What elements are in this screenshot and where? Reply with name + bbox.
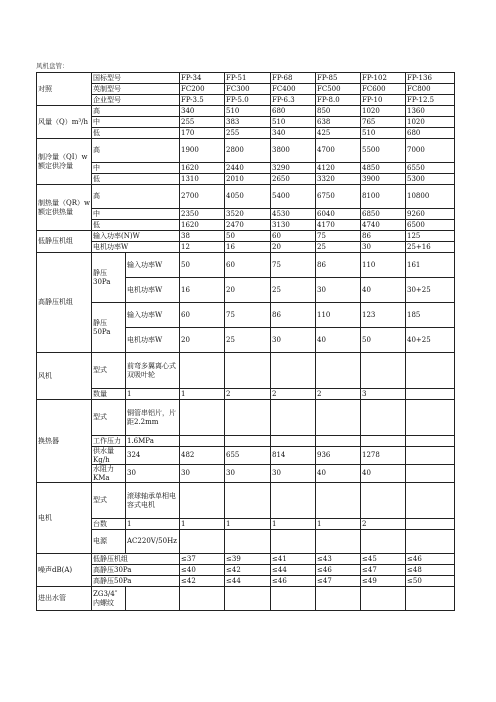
table-cell: ≤39 [225,554,271,565]
row-group-label: 风量（Q）m³/h [37,106,92,139]
table-cell: 30 [271,328,316,353]
table-cell: 5300 [406,174,455,185]
table-cell [406,483,455,519]
table-cell: FP-102 [361,73,406,84]
table-cell [316,483,361,519]
table-cell: 3520 [225,209,271,220]
table-cell: 1 [126,389,180,400]
table-cell: FP-8.0 [316,95,361,106]
table-cell [180,436,225,447]
row-label: 高 [92,106,180,117]
row-group-label: 噪声dB(A) [37,554,92,587]
table-cell: 6750 [316,185,361,209]
row-label: 输入功率W [126,303,180,328]
table-cell [271,587,316,611]
table-row [37,253,455,278]
table-cell: 25+16 [406,242,455,253]
table-cell: FP-51 [225,73,271,84]
table-cell [180,530,225,554]
table-cell: 10800 [406,185,455,209]
table-cell [225,400,271,436]
row-group-label: 对照 [37,73,92,106]
row-label: 型式 [92,483,126,519]
table-cell: 2470 [225,220,271,231]
table-cell: 滚球轴承单相电容式电机 [126,483,180,519]
table-row [37,95,455,106]
table-cell [406,447,455,465]
table-cell: FP-85 [316,73,361,84]
row-label: 电机功率W [92,242,180,253]
table-cell: 4700 [316,139,361,163]
table-cell: 12 [180,242,225,253]
table-cell: ≤49 [361,576,406,587]
table-cell: ≤46 [271,576,316,587]
row-group-label: 制热量（QR）w额定供热量 [37,185,92,231]
table-cell [180,483,225,519]
table-cell: FC400 [271,84,316,95]
table-cell: 30 [361,242,406,253]
table-cell: 4740 [361,220,406,231]
table-row [37,163,455,174]
row-label: 供水量Kg/h [92,447,126,465]
table-cell: 3320 [316,174,361,185]
table-row [37,139,455,163]
table-cell [316,400,361,436]
table-cell: 510 [361,128,406,139]
table-row [37,530,455,554]
table-cell: 6040 [316,209,361,220]
table-cell: 680 [406,128,455,139]
row-label: 高静压50Pa [92,576,180,587]
table-cell: 6550 [406,163,455,174]
table-cell: 2700 [180,185,225,209]
table-row [37,231,455,242]
table-cell: ≤40 [180,565,225,576]
table-cell: FC200 [180,84,225,95]
table-cell: 30 [180,465,225,483]
row-label: 型式 [92,400,126,436]
table-cell [271,400,316,436]
table-cell: 30 [316,278,361,303]
table-row [37,554,455,565]
table-cell: 3130 [271,220,316,231]
table-cell: 1310 [180,174,225,185]
table-cell: 2 [361,519,406,530]
table-cell: 50 [361,328,406,353]
row-label: 工作压力 [92,436,126,447]
table-cell [225,530,271,554]
row-label: 型式 [92,353,126,389]
row-label: 中 [92,163,180,174]
table-cell: 1020 [406,117,455,128]
table-cell: 6850 [361,209,406,220]
table-cell: 60 [225,253,271,278]
table-cell: 125 [406,231,455,242]
table-row [37,209,455,220]
table-cell: FC600 [361,84,406,95]
table-cell: FC300 [225,84,271,95]
table-cell: 185 [406,303,455,328]
table-cell: 25 [271,278,316,303]
table-cell: 638 [316,117,361,128]
table-cell: 255 [225,128,271,139]
table-cell: 850 [316,106,361,117]
table-row [37,400,455,436]
table-row [37,447,455,465]
table-cell: 324 [126,447,180,465]
table-cell: 7000 [406,139,455,163]
table-cell: ≤47 [361,565,406,576]
table-cell: 510 [225,106,271,117]
table-cell [406,519,455,530]
table-cell: 30 [225,465,271,483]
table-cell: FP-136 [406,73,455,84]
table-row [37,84,455,95]
row-group-label: 风机 [37,353,92,400]
row-group-label: 电机 [37,483,92,554]
table-cell: 86 [361,231,406,242]
row-label: 数量 [92,389,126,400]
row-label: 中 [92,209,180,220]
table-cell: 2440 [225,163,271,174]
table-cell: 655 [225,447,271,465]
table-cell: FP-34 [180,73,225,84]
table-cell: 170 [180,128,225,139]
table-cell: FC500 [316,84,361,95]
table-row [37,106,455,117]
table-cell: 25 [225,328,271,353]
row-group-label: 进出水管 [37,587,92,611]
table-cell: FP-68 [271,73,316,84]
table-cell: 8100 [361,185,406,209]
table-cell [361,587,406,611]
table-cell: 1020 [361,106,406,117]
table-cell: 161 [406,253,455,278]
table-cell: 4530 [271,209,316,220]
table-cell: AC220V/50Hz [126,530,180,554]
table-cell: FP-10 [361,95,406,106]
table-cell: ZG3/4″内螺纹 [92,587,126,611]
row-group-label: 低静压机组 [37,231,92,253]
table-cell: ≤43 [316,554,361,565]
table-cell: FP-5.0 [225,95,271,106]
table-cell [225,483,271,519]
table-cell: 482 [180,447,225,465]
row-label: 低静压机组 [92,554,180,565]
table-row [37,519,455,530]
row-label: 高静压30Pa [92,565,180,576]
table-cell: 110 [361,253,406,278]
table-cell: 60 [271,231,316,242]
table-cell: 4850 [361,163,406,174]
table-cell: 2 [271,389,316,400]
table-cell [406,353,455,389]
table-cell: 1 [271,519,316,530]
table-cell: 1620 [180,163,225,174]
table-row [37,242,455,253]
table-cell: 5400 [271,185,316,209]
row-label: 中 [92,117,180,128]
table-cell [316,353,361,389]
table-cell [180,353,225,389]
table-cell: 40 [316,328,361,353]
table-cell: 25 [316,242,361,253]
row-label: 电机功率W [126,328,180,353]
table-cell: 1 [126,519,180,530]
table-cell: 2650 [271,174,316,185]
table-cell: 2 [225,389,271,400]
table-cell: 75 [316,231,361,242]
table-cell: ≤41 [271,554,316,565]
table-cell: 40 [361,465,406,483]
table-cell: 30+25 [406,278,455,303]
table-row [37,576,455,587]
row-label: 输入功率(N)W [92,231,180,242]
table-cell: 75 [225,303,271,328]
table-cell: FP-3.5 [180,95,225,106]
table-cell: 3900 [361,174,406,185]
table-cell: 3800 [271,139,316,163]
table-cell [406,587,455,611]
table-cell: ≤50 [406,576,455,587]
table-cell: 20 [225,278,271,303]
row-label: 水阻力KMa [92,465,126,483]
table-cell: 4120 [316,163,361,174]
row-label: 电机功率W [126,278,180,303]
table-cell: 50 [225,231,271,242]
table-cell: 16 [225,242,271,253]
table-cell: 383 [225,117,271,128]
fan-coil-spec-table [36,72,455,611]
table-cell [406,389,455,400]
table-cell: 20 [271,242,316,253]
table-cell: 20 [180,328,225,353]
table-cell [406,465,455,483]
row-label: 电源 [92,530,126,554]
table-cell: 765 [361,117,406,128]
table-cell [271,483,316,519]
table-cell [225,587,271,611]
table-cell: ≤45 [361,554,406,565]
table-cell: 16 [180,278,225,303]
table-cell [271,436,316,447]
table-cell: 前弯多翼离心式双吸叶轮 [126,353,180,389]
table-cell [316,530,361,554]
table-row [37,185,455,209]
table-cell: ≤48 [406,565,455,576]
table-row [37,174,455,185]
table-cell: FP-6.3 [271,95,316,106]
row-label: 低 [92,128,180,139]
table-cell: 4170 [316,220,361,231]
table-cell: 1900 [180,139,225,163]
row-group-label: 换热器 [37,400,92,483]
table-cell: 30 [271,465,316,483]
table-cell: 1360 [406,106,455,117]
table-cell: 3290 [271,163,316,174]
row-subgroup-label: 静压50Pa [92,303,126,353]
row-label: 高 [92,185,180,209]
table-cell: ≤46 [316,565,361,576]
table-row [37,465,455,483]
table-cell [225,436,271,447]
table-cell: 40 [361,278,406,303]
table-cell: 1 [316,519,361,530]
table-cell: 4050 [225,185,271,209]
table-cell: 6500 [406,220,455,231]
table-cell [316,436,361,447]
table-cell: 255 [180,117,225,128]
table-cell: 1 [180,389,225,400]
table-cell: 1278 [361,447,406,465]
table-cell: 510 [271,117,316,128]
table-cell: ≤44 [271,565,316,576]
table-cell: ≤47 [316,576,361,587]
table-caption: 风机盘管： [36,62,69,70]
table-cell: 50 [180,253,225,278]
table-cell [406,436,455,447]
table-row [37,353,455,389]
table-cell: 2 [316,389,361,400]
table-cell: 60 [180,303,225,328]
table-cell [406,400,455,436]
table-row [37,565,455,576]
table-row [37,303,455,328]
table-cell: 38 [180,231,225,242]
table-cell [180,587,225,611]
row-label: 英制型号 [92,84,180,95]
table-cell [406,530,455,554]
table-cell: 75 [271,253,316,278]
table-cell: ≤42 [180,576,225,587]
table-cell [361,436,406,447]
table-cell: 1.6MPa [126,436,180,447]
table-row [37,220,455,231]
row-group-label: 制冷量（QI）w额定供冷量 [37,139,92,185]
row-label: 企业型号 [92,95,180,106]
row-label: 国标型号 [92,73,180,84]
table-cell [271,530,316,554]
table-cell: ≤46 [406,554,455,565]
table-cell: 2350 [180,209,225,220]
table-cell: 30 [126,465,180,483]
table-cell: FC800 [406,84,455,95]
table-cell: 936 [316,447,361,465]
table-cell: 9260 [406,209,455,220]
table-cell: 1620 [180,220,225,231]
table-row [37,117,455,128]
table-cell: 340 [180,106,225,117]
row-subgroup-label: 静压30Pa [92,253,126,303]
row-label: 输入功率W [126,253,180,278]
table-cell [361,530,406,554]
table-row [37,73,455,84]
table-row [37,483,455,519]
table-cell [225,353,271,389]
table-cell [316,587,361,611]
table-cell: 1 [180,519,225,530]
table-row [37,436,455,447]
table-cell: 814 [271,447,316,465]
table-cell: ≤37 [180,554,225,565]
table-cell: FP-12.5 [406,95,455,106]
row-group-label: 高静压机组 [37,253,92,353]
table-cell: 110 [316,303,361,328]
table-row [37,389,455,400]
table-cell: 40 [316,465,361,483]
table-cell: ≤42 [225,565,271,576]
table-cell [126,587,180,611]
table-cell [361,483,406,519]
table-cell: 2010 [225,174,271,185]
row-label: 台数 [92,519,126,530]
table-cell [361,353,406,389]
table-cell: 680 [271,106,316,117]
table-cell [361,400,406,436]
table-cell: 2800 [225,139,271,163]
row-label: 高 [92,139,180,163]
table-cell: 123 [361,303,406,328]
table-row [37,587,455,611]
table-row [37,128,455,139]
table-cell: 86 [316,253,361,278]
table-cell: 5500 [361,139,406,163]
table-cell: 340 [271,128,316,139]
table-cell: 425 [316,128,361,139]
table-cell [271,353,316,389]
table-cell: ≤44 [225,576,271,587]
table-cell: 40+25 [406,328,455,353]
table-cell: 1 [225,519,271,530]
row-label: 低 [92,220,180,231]
table-cell: 铜管串铝片，片距2.2mm [126,400,180,436]
table-cell: 3 [361,389,406,400]
table-cell [180,400,225,436]
table-cell: 86 [271,303,316,328]
row-label: 低 [92,174,180,185]
